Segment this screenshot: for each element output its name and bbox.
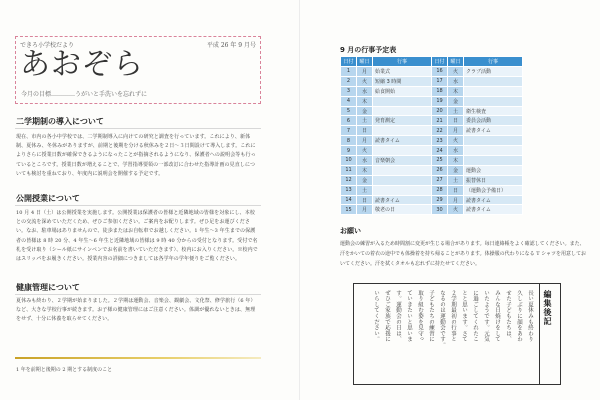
editorial-column: 久しぶりに顔をあわ	[516, 290, 522, 343]
schedule-day-cell: 土	[357, 116, 373, 126]
editorial-column: に過ごしてくれたこ	[472, 290, 478, 343]
schedule-row	[341, 126, 523, 136]
schedule-day-cell: 日	[448, 116, 464, 126]
header-day: 曜日	[357, 57, 373, 67]
schedule-row	[341, 67, 523, 77]
schedule-row	[341, 76, 523, 86]
schedule-row	[341, 156, 523, 166]
notice-heading: お願い	[340, 227, 361, 235]
editorial-column: せた子どもたちは、	[505, 290, 511, 343]
schedule-date-cell: 8	[341, 136, 357, 146]
schedule-event-cell: 読書タイム	[373, 195, 432, 205]
schedule-date-cell: 21	[432, 116, 448, 126]
schedule-date-cell: 18	[432, 86, 448, 96]
schedule-day-cell: 月	[357, 136, 373, 146]
schedule-date-cell: 3	[341, 86, 357, 96]
article-heading: 健康管理について	[16, 283, 80, 292]
schedule-event-cell: 振替休日	[464, 175, 523, 185]
section-divider	[15, 205, 261, 206]
header-date: 日付	[432, 57, 448, 67]
schedule-day-cell: 水	[357, 156, 373, 166]
schedule-day-cell: 日	[448, 185, 464, 195]
schedule-day-cell: 金	[448, 96, 464, 106]
schedule-date-cell: 15	[341, 205, 357, 215]
schedule-date-cell: 9	[341, 146, 357, 156]
article-body: 10 月 4 日（土）は公開授業を実施します。公開授業は保護者の皆様と近隣地域の皆様を対象にし、本校との交流を深めていただくため、ぜひご参加ください。ご案内をお配りします。ぜひ足をお運びください。なお、駐車場はありませんので、徒歩またはお自転車でお越しください。1 年生〜3 年生までの保護者の皆様は 8 時 20 分、4 年生〜6 年生と近隣地域の皆様は 9 時 40 分からの受付となります。受付で名札を受け取り（シール紙にサインペンでお名前を書いていただきます）、校内にお入りください。※校内ではスリッパをお履きください。授業内容の詳細につきましては各学年の学年便りをご覧ください。	[16, 210, 258, 263]
editorial-column: みんな日焼けをして	[494, 290, 500, 343]
editorial-column: なるのは運動会です。	[439, 290, 445, 348]
schedule-row	[341, 116, 523, 126]
editorial-column: ぜひご家族で応援に	[384, 290, 390, 343]
schedule-date-cell: 1	[341, 67, 357, 77]
header-event: 行事	[464, 57, 523, 67]
schedule-event-cell	[373, 126, 432, 136]
schedule-event-cell: 読書タイム	[464, 205, 523, 215]
schedule-day-cell: 日	[357, 126, 373, 136]
schedule-event-cell	[464, 156, 523, 166]
schedule-day-cell: 火	[357, 76, 373, 86]
editorial-column: 取り組む姿を見守っ	[417, 290, 423, 343]
schedule-day-cell: 土	[448, 175, 464, 185]
schedule-day-cell: 木	[448, 156, 464, 166]
editorial-column: とと思います。さて	[461, 290, 467, 343]
schedule-date-cell: 28	[432, 185, 448, 195]
schedule-date-cell: 2	[341, 76, 357, 86]
schedule-date-cell: 10	[341, 156, 357, 166]
schedule-date-cell: 7	[341, 126, 357, 136]
schedule-title: 9 月の行事予定表	[340, 46, 397, 54]
schedule-date-cell: 24	[432, 146, 448, 156]
schedule-event-cell: 始業式	[373, 67, 432, 77]
editorial-column: いたようです。元気	[483, 290, 489, 343]
schedule-day-cell: 日	[357, 195, 373, 205]
section-divider	[15, 294, 261, 295]
schedule-event-cell	[464, 86, 523, 96]
schedule-event-cell: 給食開始	[373, 86, 432, 96]
editorial-column: ていきたいと思いま	[406, 290, 412, 343]
schedule-date-cell: 20	[432, 106, 448, 116]
schedule-day-cell: 木	[448, 86, 464, 96]
schedule-date-cell: 12	[341, 175, 357, 185]
schedule-event-cell	[464, 76, 523, 86]
schedule-day-cell: 金	[357, 175, 373, 185]
schedule-date-cell: 27	[432, 175, 448, 185]
schedule-event-cell: 委員会活動	[464, 116, 523, 126]
editorial-column: す。運動会の日は、	[395, 290, 401, 343]
schedule-date-cell: 25	[432, 156, 448, 166]
page-gutter	[299, 0, 300, 400]
section-divider	[15, 128, 261, 129]
schedule-row	[341, 86, 523, 96]
schedule-event-cell: 読書タイム	[373, 136, 432, 146]
newsletter-title: あおぞら	[20, 47, 144, 82]
article-heading: 公開授業について	[16, 194, 80, 203]
header-event: 行事	[373, 57, 432, 67]
notice-body: 運動会の練習が入るため時間割に変更が生じる場合があります。毎日連絡帳をよく確認してください。また、汗をかいての着衣の途中でも体操着を持ち帰ることがあります。体操服の代わりになる T シャツを用意しておいてください。汗を拭くタオルも忘れずに持たせてください。	[340, 241, 587, 267]
schedule-event-cell	[373, 106, 432, 116]
schedule-row	[341, 205, 523, 215]
schedule-event-cell: 発育測定	[373, 116, 432, 126]
schedule-day-cell: 月	[357, 205, 373, 215]
schedule-event-cell: 運動会	[464, 165, 523, 175]
editorial-column: 子どもたちの練習に	[428, 290, 434, 343]
schedule-event-cell	[373, 175, 432, 185]
schedule-day-cell: 月	[448, 126, 464, 136]
schedule-day-cell: 水	[357, 86, 373, 96]
schedule-event-cell	[373, 146, 432, 156]
schedule-date-cell: 14	[341, 195, 357, 205]
editorial-title: 編集後記	[543, 290, 553, 326]
schedule-day-cell: 月	[448, 195, 464, 205]
schedule-date-cell: 13	[341, 185, 357, 195]
school-name: できろ小学校だより	[20, 42, 75, 49]
schedule-day-cell: 火	[448, 205, 464, 215]
schedule-date-cell: 11	[341, 165, 357, 175]
header-day: 曜日	[448, 57, 464, 67]
schedule-day-cell: 金	[448, 165, 464, 175]
schedule-row	[341, 185, 523, 195]
schedule-event-cell: 短縮 3 時間	[373, 76, 432, 86]
article-body: 夏休みも終わり、２学期が始まりました。２学期は運動会、音楽会、観劇会、文化祭、修学旅行（6 年）など、大きな学校行事が続きます。お子様の健康管理にはご注意ください。体調が優れないときは、無理をせず、十分に休養を取らせてください。	[16, 298, 256, 323]
editorial-column: 長い夏休みも終わり	[527, 290, 533, 343]
schedule-row	[341, 96, 523, 106]
schedule-event-cell	[373, 165, 432, 175]
schedule-day-cell: 木	[357, 96, 373, 106]
schedule-row	[341, 146, 523, 156]
schedule-date-cell: 4	[341, 96, 357, 106]
schedule-date-cell: 22	[432, 126, 448, 136]
schedule-event-cell	[373, 96, 432, 106]
editorial-column: ２学期最初の行事と	[450, 290, 456, 343]
schedule-row	[341, 195, 523, 205]
schedule-row	[341, 165, 523, 175]
schedule-date-cell: 23	[432, 136, 448, 146]
schedule-date-cell: 6	[341, 116, 357, 126]
footnote-rule	[15, 357, 261, 359]
schedule-day-cell: 金	[357, 106, 373, 116]
schedule-event-cell: 読書タイム	[464, 195, 523, 205]
issue-date: 平成 26 年 9 月号	[206, 42, 256, 49]
schedule-header-row	[341, 57, 523, 67]
schedule-event-cell: 音楽朝会	[373, 156, 432, 166]
schedule-date-cell: 29	[432, 195, 448, 205]
article-body: 現在、市内の各小中学校では、二学期制導入に向けての研究と調査を行っています。これにより、新体制、夏休み、冬休みがありますが、前期と後期を分ける秋休みを２日〜３日間設けて導入します。これによりさらに授業日数が確保できるようになったことが指摘されるようになり、保護者への説明会等も行っているところです。授業日数が増えることで、学習指導要領の一部改訂に合わせた指導計画の見直しについても検討を重ねており、年度内に説明会を開催する予定です。	[16, 134, 256, 177]
schedule-day-cell: 土	[448, 106, 464, 116]
schedule-date-cell: 17	[432, 76, 448, 86]
schedule-event-cell	[464, 146, 523, 156]
schedule-event-cell	[464, 136, 523, 146]
schedule-event-cell: クラブ活動	[464, 67, 523, 77]
schedule-date-cell: 5	[341, 106, 357, 116]
monthly-goal: 今月の目標…………うがいと手洗いを忘れずに	[21, 91, 148, 98]
schedule-day-cell: 土	[357, 185, 373, 195]
footnote: 1 年を前期と後期の 2 期とする制度のこと	[16, 367, 113, 373]
schedule-row	[341, 175, 523, 185]
schedule-day-cell: 水	[448, 76, 464, 86]
editorial-divider	[539, 284, 540, 384]
schedule-date-cell: 26	[432, 165, 448, 175]
schedule-row	[341, 106, 523, 116]
masthead	[15, 36, 261, 104]
schedule-event-cell	[464, 96, 523, 106]
schedule-event-cell: 衛生検査	[464, 106, 523, 116]
schedule-event-cell: 敬老の日	[373, 205, 432, 215]
schedule-date-cell: 19	[432, 96, 448, 106]
schedule-event-cell: 読書タイム	[464, 126, 523, 136]
schedule-date-cell: 16	[432, 67, 448, 77]
schedule-day-cell: 火	[448, 136, 464, 146]
article-heading: 二学期制の導入について	[16, 117, 104, 126]
schedule-date-cell: 30	[432, 205, 448, 215]
schedule-event-cell	[373, 185, 432, 195]
schedule-day-cell: 火	[357, 146, 373, 156]
editorial-box	[353, 283, 561, 385]
schedule-day-cell: 火	[448, 67, 464, 77]
schedule-row	[341, 136, 523, 146]
schedule-table	[340, 56, 523, 215]
schedule-event-cell: （運動会予備日）	[464, 185, 523, 195]
schedule-day-cell: 水	[448, 146, 464, 156]
schedule-day-cell: 月	[357, 67, 373, 77]
editorial-column: いらしてください。	[373, 290, 379, 343]
header-date: 日付	[341, 57, 357, 67]
schedule-day-cell: 木	[357, 165, 373, 175]
